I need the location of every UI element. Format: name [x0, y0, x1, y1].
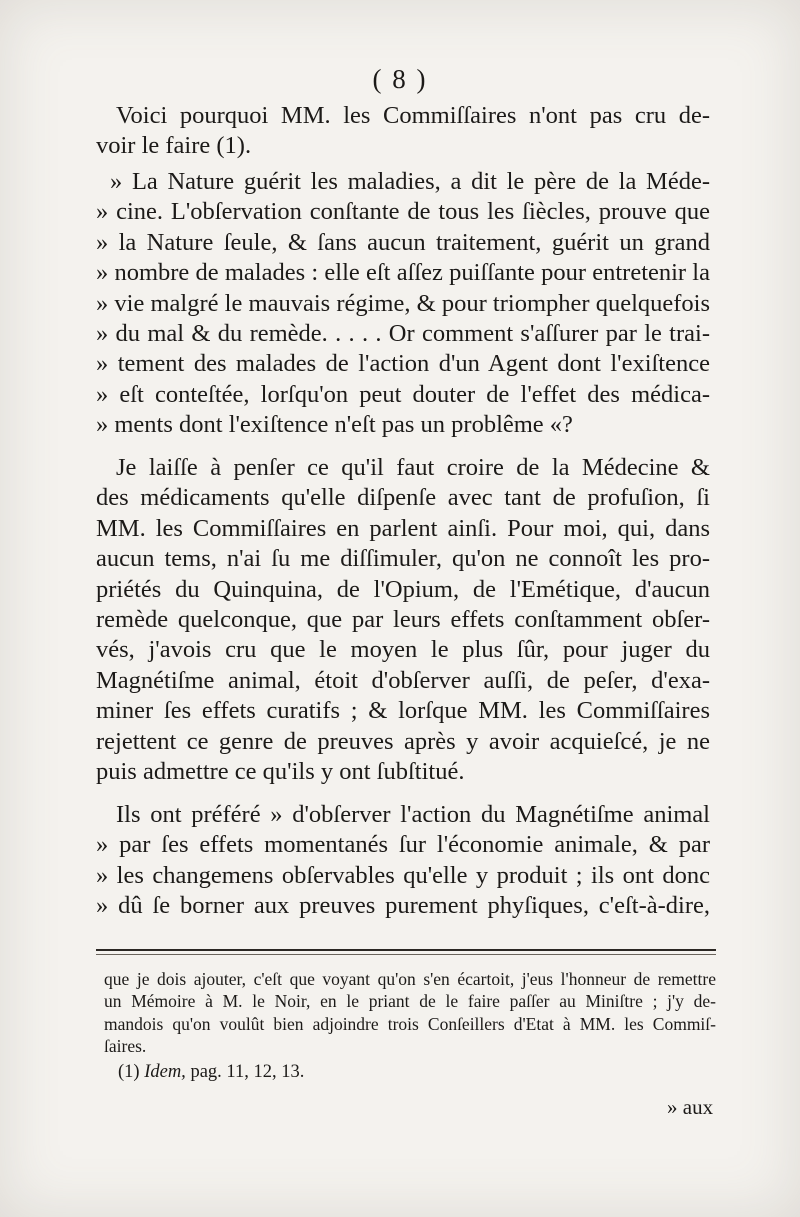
text-line: » du mal & du remède. . . . . Or comment s'aſſurer par le trai- [96, 319, 710, 347]
main-text [96, 101, 710, 162]
catchword: » aux [667, 1095, 714, 1119]
text-line: » les changemens obſervables qu'elle y produit ; ils ont donc [96, 861, 710, 889]
footnote-line: un Mémoire à M. le Noir, en le priant de le faire paſſer au Miniſtre ; j'y de- [104, 991, 716, 1012]
text-line: Voici pourquoi MM. les Commiſſaires n'ont pas cru de- [116, 102, 710, 129]
paragraph [96, 167, 710, 441]
text-line: voir le faire (1). [96, 132, 252, 160]
text-line: priétés du Quinquina, de l'Opium, de l'Emétique, d'aucun [96, 575, 710, 603]
text-line: » la Nature ſeule, & ſans aucun traitement, guérit un grand [96, 228, 710, 256]
footnote-continuation [104, 968, 716, 1058]
text-line: » eſt conteſtée, lorſqu'on peut douter de l'effet des médica- [96, 380, 710, 408]
text-line: Ils ont préféré » d'obſerver l'action du Magnétiſme animal [116, 801, 710, 828]
text-line: miner ſes effets curatifs ; & lorſque MM. les Commiſſaires [96, 697, 710, 725]
text-line: » ments dont l'exiſtence n'eſt pas un problême «? [96, 411, 573, 439]
text-line: MM. les Commiſſaires en parlent ainſi. Pour moi, qui, dans [96, 514, 710, 542]
footnote-line: mandois qu'on voulût bien adjoindre trois Conſeillers d'Etat à MM. les Commiſ- [104, 1013, 716, 1034]
text-line: » cine. L'obſervation conſtante de tous les ſiècles, prouve que [96, 198, 710, 226]
text-line: rejettent ce genre de preuves après y avoir acquieſcé, je ne [96, 727, 710, 755]
page-number: ( 8 ) [372, 64, 428, 94]
paragraph [96, 453, 710, 787]
text-line: puis admettre ce qu'ils y ont ſubſtitué. [96, 757, 465, 785]
text-line: » nombre de malades : elle eſt aſſez puiſſante pour entretenir la [96, 259, 710, 287]
text-line: des médicaments qu'elle diſpenſe avec tant de profuſion, ſi [96, 484, 710, 512]
footnote-divider [96, 949, 716, 951]
text-line: » tement des malades de l'action d'un Agent dont l'exiſtence [96, 350, 710, 378]
text-line: » La Nature guérit les maladies, a dit le père de la Méde- [110, 168, 710, 195]
footnote-line: que je dois ajouter, c'eſt que voyant qu'on s'en écartoit, j'eus l'honneur de remettre [104, 969, 716, 989]
text-line: Magnétiſme animal, étoit d'obſerver auſſi, de peſer, d'exa- [96, 666, 710, 694]
footnote-source: Idem, [144, 1062, 186, 1082]
text-line: » vie malgré le mauvais régime, & pour triompher quelquefois [96, 289, 710, 317]
footnote-pages: pag. 11, 12, 13. [190, 1062, 305, 1082]
text-line: » par ſes effets momentanés ſur l'économie animale, & par [96, 831, 710, 859]
footnote-marker: (1) [118, 1062, 140, 1082]
footnote-divider-thin [96, 954, 716, 955]
text-line: aucun tems, n'ai ſu me diſſimuler, qu'on ne connoît les pro- [96, 545, 710, 573]
paragraph [96, 800, 710, 922]
main-text-commentary [96, 453, 710, 787]
text-line: Je laiſſe à penſer ce qu'il faut croire de la Médecine & [116, 454, 710, 481]
paragraph [96, 101, 710, 162]
footnote [118, 1062, 304, 1083]
main-text-quote [96, 167, 710, 441]
footnote-line: ſaires. [104, 1036, 147, 1057]
text-line: » dû ſe borner aux preuves purement phyſiques, c'eſt-à-dire, [96, 892, 710, 920]
text-line: vés, j'avois cru que le moyen le plus ſûr, pour juger du [96, 636, 710, 664]
main-text-final [96, 800, 710, 922]
text-line: remède quelconque, que par leurs effets conſtamment obſer- [96, 605, 710, 633]
